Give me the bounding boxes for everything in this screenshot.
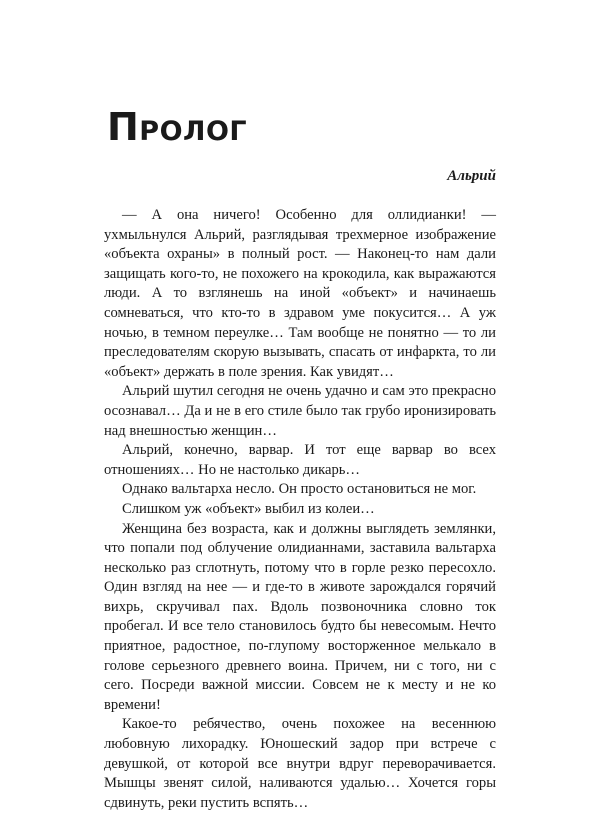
paragraph: Альрий, конечно, варвар. И тот еще варвар во всех отношениях… Но не настолько дикарь…: [104, 442, 496, 478]
paragraph: Какое-то ребячество, очень похожее на весеннюю любовную лихорадку. Юношеский задор при встрече с девушкой, от которой все внутри вдруг переворачивается. Мышцы звенят силой, наливаются удалью… Хочется горы сдвинуть, реки пустить вспять…: [104, 716, 496, 811]
chapter-title: Пролог: [107, 105, 248, 149]
paragraph: — А она ничего! Особенно для оллидианки! — ухмыльнулся Альрий, разглядывая трехмерное изображение «объекта охраны» в полный рост. — Наконец-то нам дали защищать кого-то, не похожего на крокодила, как выражаются люди. А то взглянешь на иной «объект» и начинаешь сомневаться, что кто-то в здравом уме покусится… А уж ночью, в темном переулке… Там вообще не понятно — то ли преследователям скорую вызывать, спасать от инфаркта, то ли «объект» держать в поле зрения. Как увидят…: [104, 207, 496, 380]
paragraph: Слишком уж «объект» выбил из колеи…: [122, 500, 375, 517]
paragraph: Альрий шутил сегодня не очень удачно и сам это прекрасно осознавал… Да и не в его стиле было так грубо иронизировать над внешностью женщин…: [104, 383, 496, 439]
chapter-body: [104, 206, 496, 813]
point-of-view-character: Альрий: [447, 168, 496, 184]
paragraph: Женщина без возраста, как и должны выглядеть землянки, что попали под облучение олидианнами, заставила вальтарха несколько раз сглотнуть, потому что в горле резко пересохло. Один взгляд на нее — и где-то в животе зарождался горячий вихрь, скручивал пах. Вдоль позвоночника словно ток пробегал. И все тело становилось будто бы невесомым. Нечто приятное, радостное, по-глупому восторженное мелькало в голове серьезного древнего воина. Причем, ни с того, ни с сего. Посреди важной миссии. Совсем не к месту и не ко времени!: [104, 520, 496, 713]
paragraph: Однако вальтарха несло. Он просто остановиться не мог.: [122, 481, 477, 498]
